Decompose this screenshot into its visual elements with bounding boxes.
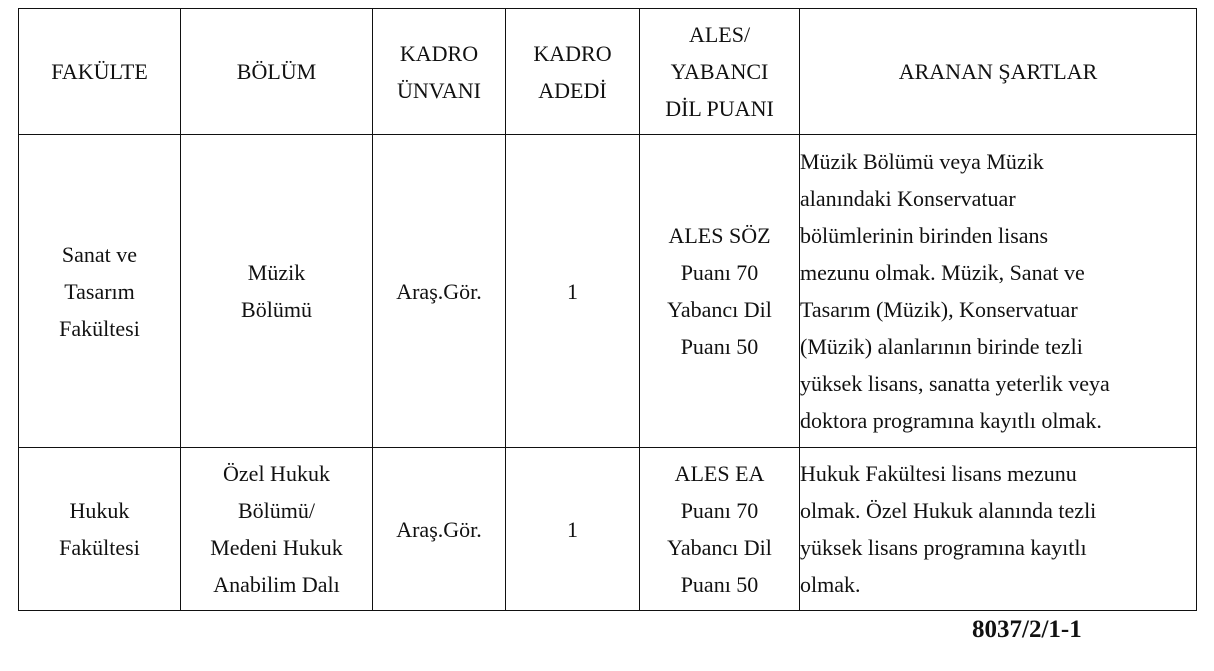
header-count xyxy=(506,9,640,135)
cell-line: Müzik Bölümü veya Müzik xyxy=(800,149,1044,174)
cell-line: Puanı 70 xyxy=(680,498,759,523)
cell-line: mezunu olmak. Müzik, Sanat ve xyxy=(800,260,1085,285)
cell-line: Fakültesi xyxy=(59,535,140,560)
cell-line: Yabancı Dil xyxy=(667,535,772,560)
header-faculty: FAKÜLTE xyxy=(19,9,181,135)
cell-faculty xyxy=(19,448,181,611)
cell-line: Puanı 50 xyxy=(680,572,759,597)
cell-requirements xyxy=(800,448,1197,611)
header-count-line: KADRO xyxy=(533,40,612,66)
cell-line: Anabilim Dalı xyxy=(213,572,340,597)
header-count-line: ADEDİ xyxy=(538,77,607,103)
cell-line: Hukuk xyxy=(69,498,130,523)
cell-line: ALES SÖZ xyxy=(668,223,771,248)
cell-line: Puanı 50 xyxy=(680,334,759,359)
table-row xyxy=(19,448,1197,611)
cell-score xyxy=(640,135,800,448)
cell-line: bölümlerinin birinden lisans xyxy=(800,223,1049,248)
header-row xyxy=(19,9,1197,135)
cell-line: ALES EA xyxy=(674,461,765,486)
cell-faculty xyxy=(19,135,181,448)
cell-line: Özel Hukuk xyxy=(223,461,330,486)
cell-line: Fakültesi xyxy=(59,315,140,341)
header-requirements: ARANAN ŞARTLAR xyxy=(800,9,1197,135)
cell-count: 1 xyxy=(506,448,640,611)
cell-line: alanındaki Konservatuar xyxy=(800,186,1016,211)
cell-department xyxy=(181,448,373,611)
reference-number: 8037/2/1-1 xyxy=(972,616,1082,643)
cell-line: olmak. Özel Hukuk alanında tezli xyxy=(800,498,1097,523)
header-score xyxy=(640,9,800,135)
cell-line: (Müzik) alanlarının birinde tezli xyxy=(800,334,1083,359)
cell-line: olmak. xyxy=(800,572,861,597)
header-title xyxy=(373,9,506,135)
cell-count: 1 xyxy=(506,135,640,448)
header-title-line: ÜNVANI xyxy=(397,77,481,103)
header-department: BÖLÜM xyxy=(181,9,373,135)
cell-line: Müzik xyxy=(247,260,306,285)
cell-line: Puanı 70 xyxy=(680,260,759,285)
header-title-line: KADRO xyxy=(399,40,479,66)
header-score-line: YABANCI xyxy=(670,59,769,84)
table-row xyxy=(19,135,1197,448)
cell-line: Medeni Hukuk xyxy=(210,535,343,560)
cell-line: yüksek lisans programına kayıtlı xyxy=(800,535,1087,560)
cell-line: Yabancı Dil xyxy=(667,297,772,322)
cell-title: Araş.Gör. xyxy=(373,448,506,611)
header-score-line: DİL PUANI xyxy=(665,96,774,121)
cell-requirements xyxy=(800,135,1197,448)
cell-line: Sanat ve xyxy=(61,241,138,267)
header-score-line: ALES/ xyxy=(688,22,751,47)
cell-title: Araş.Gör. xyxy=(373,135,506,448)
cell-line: Tasarım xyxy=(64,278,135,304)
cell-line: Hukuk Fakültesi lisans mezunu xyxy=(800,461,1077,486)
positions-table xyxy=(18,8,1197,611)
cell-line: Tasarım (Müzik), Konservatuar xyxy=(800,297,1078,322)
cell-line: doktora programına kayıtlı olmak. xyxy=(800,408,1102,433)
cell-score xyxy=(640,448,800,611)
cell-department xyxy=(181,135,373,448)
cell-line: Bölümü xyxy=(241,297,312,322)
cell-line: Bölümü/ xyxy=(237,498,315,523)
cell-line: yüksek lisans, sanatta yeterlik veya xyxy=(800,371,1110,396)
